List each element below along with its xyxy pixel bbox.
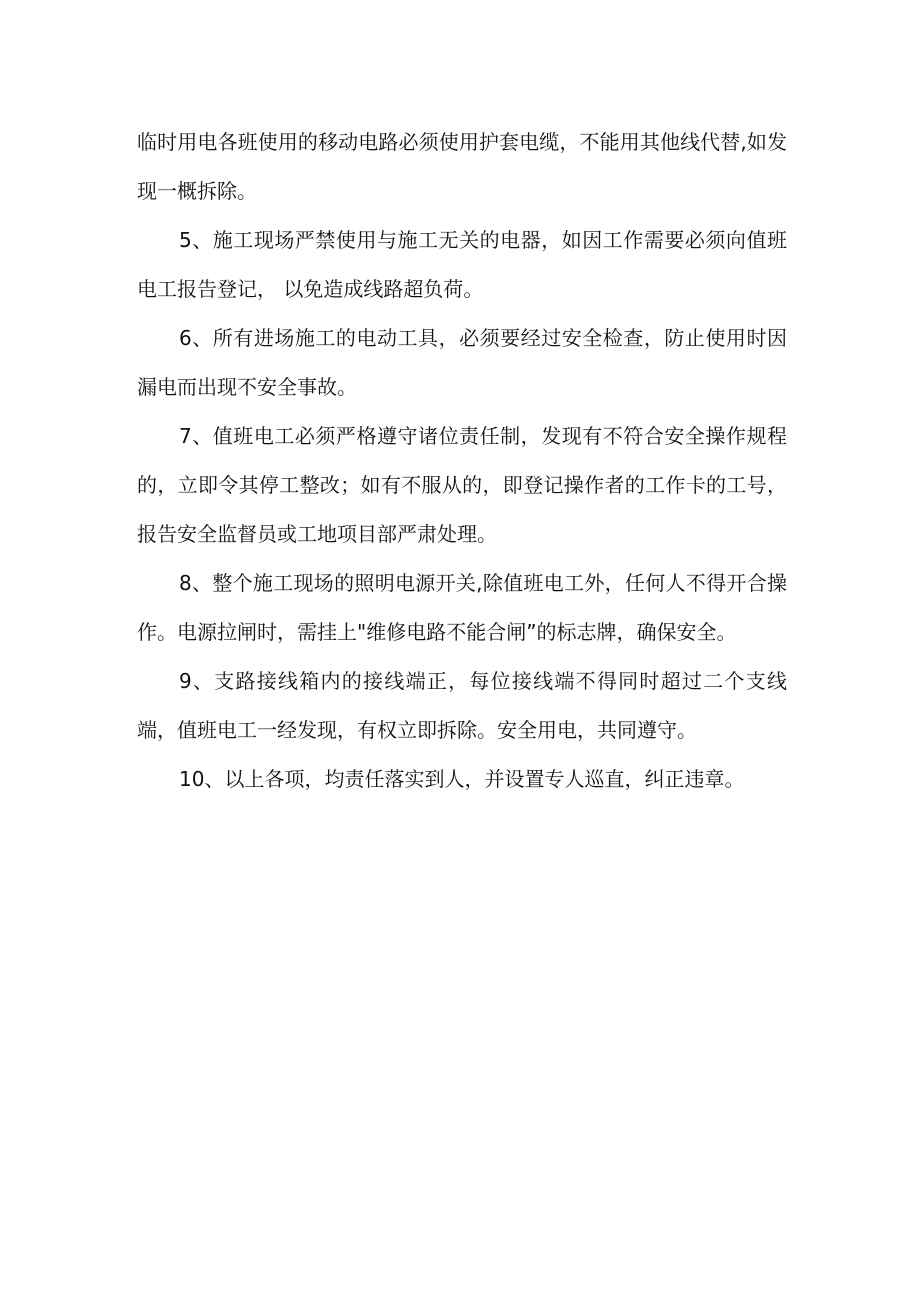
paragraph-item-9: 9、支路接线箱内的接线端正，每位接线端不得同时超过二个支线端，值班电工一经发现，有权立即拆除。安全用电，共同遵守。 xyxy=(137,669,787,742)
paragraph-item-8: 8、整个施工现场的照明电源开关,除值班电工外，任何人不得开合操作。电源拉闸时，需挂上"维修电路不能合闸”的标志牌，确保安全。 xyxy=(137,571,787,644)
paragraph-item-10: 10、以上各项，均责任落实到人，并设置专人巡直，纠正违章。 xyxy=(179,767,745,791)
paragraph-continued: 临时用电各班使用的移动电路必须使用护套电缆，不能用其他线代替,如发现一概拆除。 xyxy=(137,130,787,203)
paragraph-item-7: 7、值班电工必须严格遵守诸位责任制，发现有不符合安全操作规程的，立即令其停工整改；如有不服从的，即登记操作者的工作卡的工号，报告安全监督员或工地项目部严肃处理。 xyxy=(137,424,787,546)
document-body xyxy=(137,118,787,804)
paragraph-item-5: 5、施工现场严禁使用与施工无关的电器，如因工作需要必须向值班电工报告登记， 以免造成线路超负荷。 xyxy=(137,228,787,301)
paragraph-item-6: 6、所有进场施工的电动工具，必须要经过安全检查，防止使用时因漏电而出现不安全事故。 xyxy=(137,326,787,399)
